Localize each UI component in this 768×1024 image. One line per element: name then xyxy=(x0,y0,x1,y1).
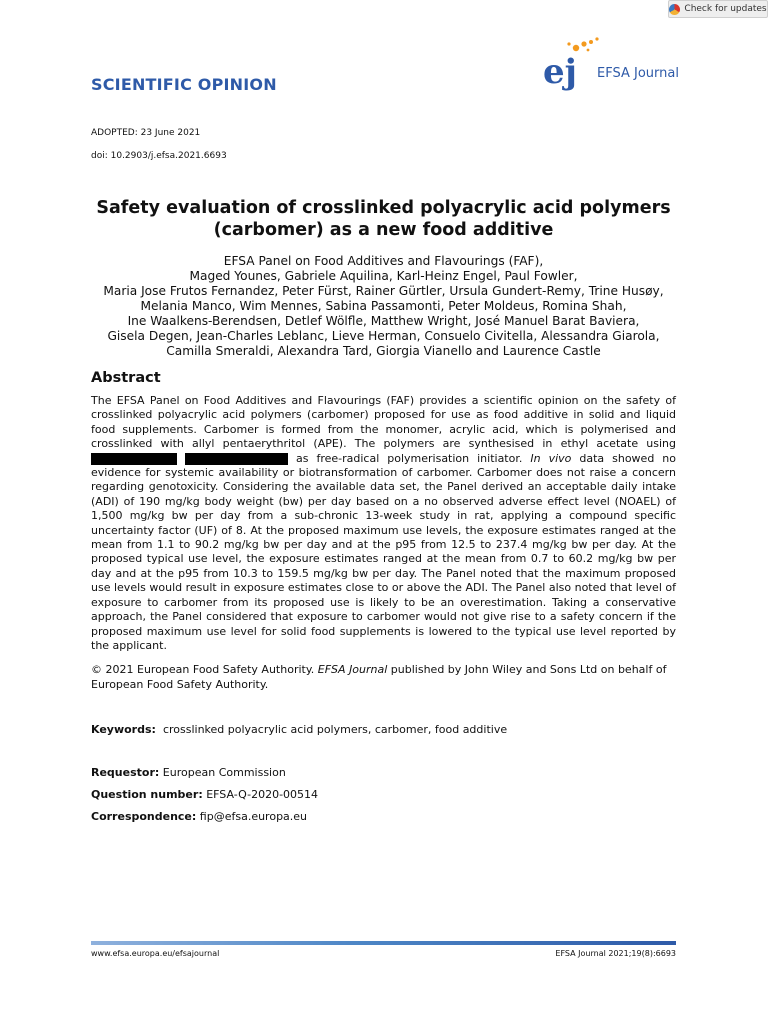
abstract-part-3: data showed no evidence for systemic availability or biotransformation of carbomer. Carbomer does not raise a concern regarding genotoxicity. Considering the available data set, the Panel derived an acceptable daily intake (ADI) of 190 mg/kg body weight (bw) per day based on a no observed adverse effect level (NOAEL) of 1,500 mg/kg bw per day from a sub-chronic 13-week study in rat, applying a compound specific uncertainty factor (UF) of 8. At the proposed maximum use levels, the exposure estimates ranged at the mean from 1.1 to 90.2 mg/kg bw per day and at the p95 from 12.5 to 237.4 mg/kg bw per day. At the proposed typical use level, the exposure estimates ranged at the mean from 0.7 to 60.2 mg/kg bw per day and at the p95 from 10.3 to 159.5 mg/kg bw per day. The Panel noted that the maximum proposed use levels would result in exposure estimates close to or above the ADI. The Panel also noted that level of exposure to carbomer from its proposed use is likely to be an overestimation. Taking a conservative approach, the Panel considered that exposure to carbomer would not give rise to a safety concern if the proposed maximum use level for solid food supplements is lowered to the typical use level reported by the applicant. xyxy=(91,451,676,652)
copyright-journal: EFSA Journal xyxy=(317,663,388,676)
correspondence-email[interactable]: fip@efsa.europa.eu xyxy=(199,810,308,823)
requestor xyxy=(91,766,286,779)
abstract-italic: In vivo xyxy=(530,451,572,465)
question-value: EFSA-Q-2020-00514 xyxy=(206,788,319,801)
keywords-value: crosslinked polyacrylic acid polymers, carbomer, food additive xyxy=(162,723,508,736)
keywords xyxy=(91,723,507,736)
author-line: Camilla Smeraldi, Alexandra Tard, Giorgia Vianello and Laurence Castle xyxy=(166,344,601,358)
title-line-1: Safety evaluation of crosslinked polyacrylic acid polymers xyxy=(96,198,671,218)
logo-mark: ej xyxy=(543,52,577,92)
footer-url[interactable]: www.efsa.europa.eu/efsajournal xyxy=(91,949,220,958)
requestor-label: Requestor: xyxy=(91,766,160,779)
keywords-label: Keywords: xyxy=(91,723,156,736)
copyright-part-1: © 2021 European Food Safety Authority. xyxy=(91,663,318,676)
author-line: EFSA Panel on Food Additives and Flavourings (FAF), xyxy=(223,254,544,268)
article-title xyxy=(91,197,676,241)
adopted-date: ADOPTED: 23 June 2021 xyxy=(91,128,201,138)
crossmark-icon xyxy=(669,4,680,15)
abstract-heading: Abstract xyxy=(91,370,161,386)
doi[interactable]: doi: 10.2903/j.efsa.2021.6693 xyxy=(91,151,227,161)
title-line-2: (carbomer) as a new food additive xyxy=(213,220,554,240)
author-line: Maria Jose Frutos Fernandez, Peter Fürst, Rainer Gürtler, Ursula Gundert-Remy, Trine Husøy, xyxy=(103,284,664,298)
check-for-updates-button[interactable] xyxy=(668,0,768,18)
journal-name: EFSA Journal xyxy=(597,66,679,81)
footer-citation: EFSA Journal 2021;19(8):6693 xyxy=(555,949,676,958)
check-for-updates-label: Check for updates xyxy=(684,4,767,14)
correspondence-label: Correspondence: xyxy=(91,810,197,823)
abstract-part-2: as free-radical polymerisation initiator. xyxy=(288,451,531,465)
author-list xyxy=(91,254,676,359)
logo-stars-icon xyxy=(567,37,598,51)
footer-divider xyxy=(91,941,676,945)
author-line: Melania Manco, Wim Mennes, Sabina Passamonti, Peter Moldeus, Romina Shah, xyxy=(140,299,627,313)
section-label: SCIENTIFIC OPINION xyxy=(91,75,277,94)
question-label: Question number: xyxy=(91,788,203,801)
author-line: Maged Younes, Gabriele Aquilina, Karl-Heinz Engel, Paul Fowler, xyxy=(189,269,578,283)
author-line: Ine Waalkens-Berendsen, Detlef Wölfle, Matthew Wright, José Manuel Barat Baviera, xyxy=(127,314,640,328)
abstract-text xyxy=(91,394,676,653)
correspondence xyxy=(91,810,307,823)
copyright-notice xyxy=(91,662,676,692)
question-number xyxy=(91,788,318,801)
redaction-box xyxy=(185,453,288,465)
requestor-value: European Commission xyxy=(162,766,286,779)
copyright-part-2: published by John Wiley and Sons Ltd on behalf of European Food Safety Authority. xyxy=(91,663,667,691)
redaction-box xyxy=(91,453,177,465)
author-line: Gisela Degen, Jean-Charles Leblanc, Lieve Herman, Consuelo Civitella, Alessandra Giarola, xyxy=(107,329,660,343)
abstract-part-1: The EFSA Panel on Food Additives and Flavourings (FAF) provides a scientific opinion on the safety of crosslinked polyacrylic acid polymers (carbomer) proposed for use as food additive in solid and liquid food supplements. Carbomer is formed from the monomer, acrylic acid, which is polymerised and crosslinked with allyl pentaerythritol (APE). The polymers are synthesised in ethyl acetate using xyxy=(91,394,676,451)
